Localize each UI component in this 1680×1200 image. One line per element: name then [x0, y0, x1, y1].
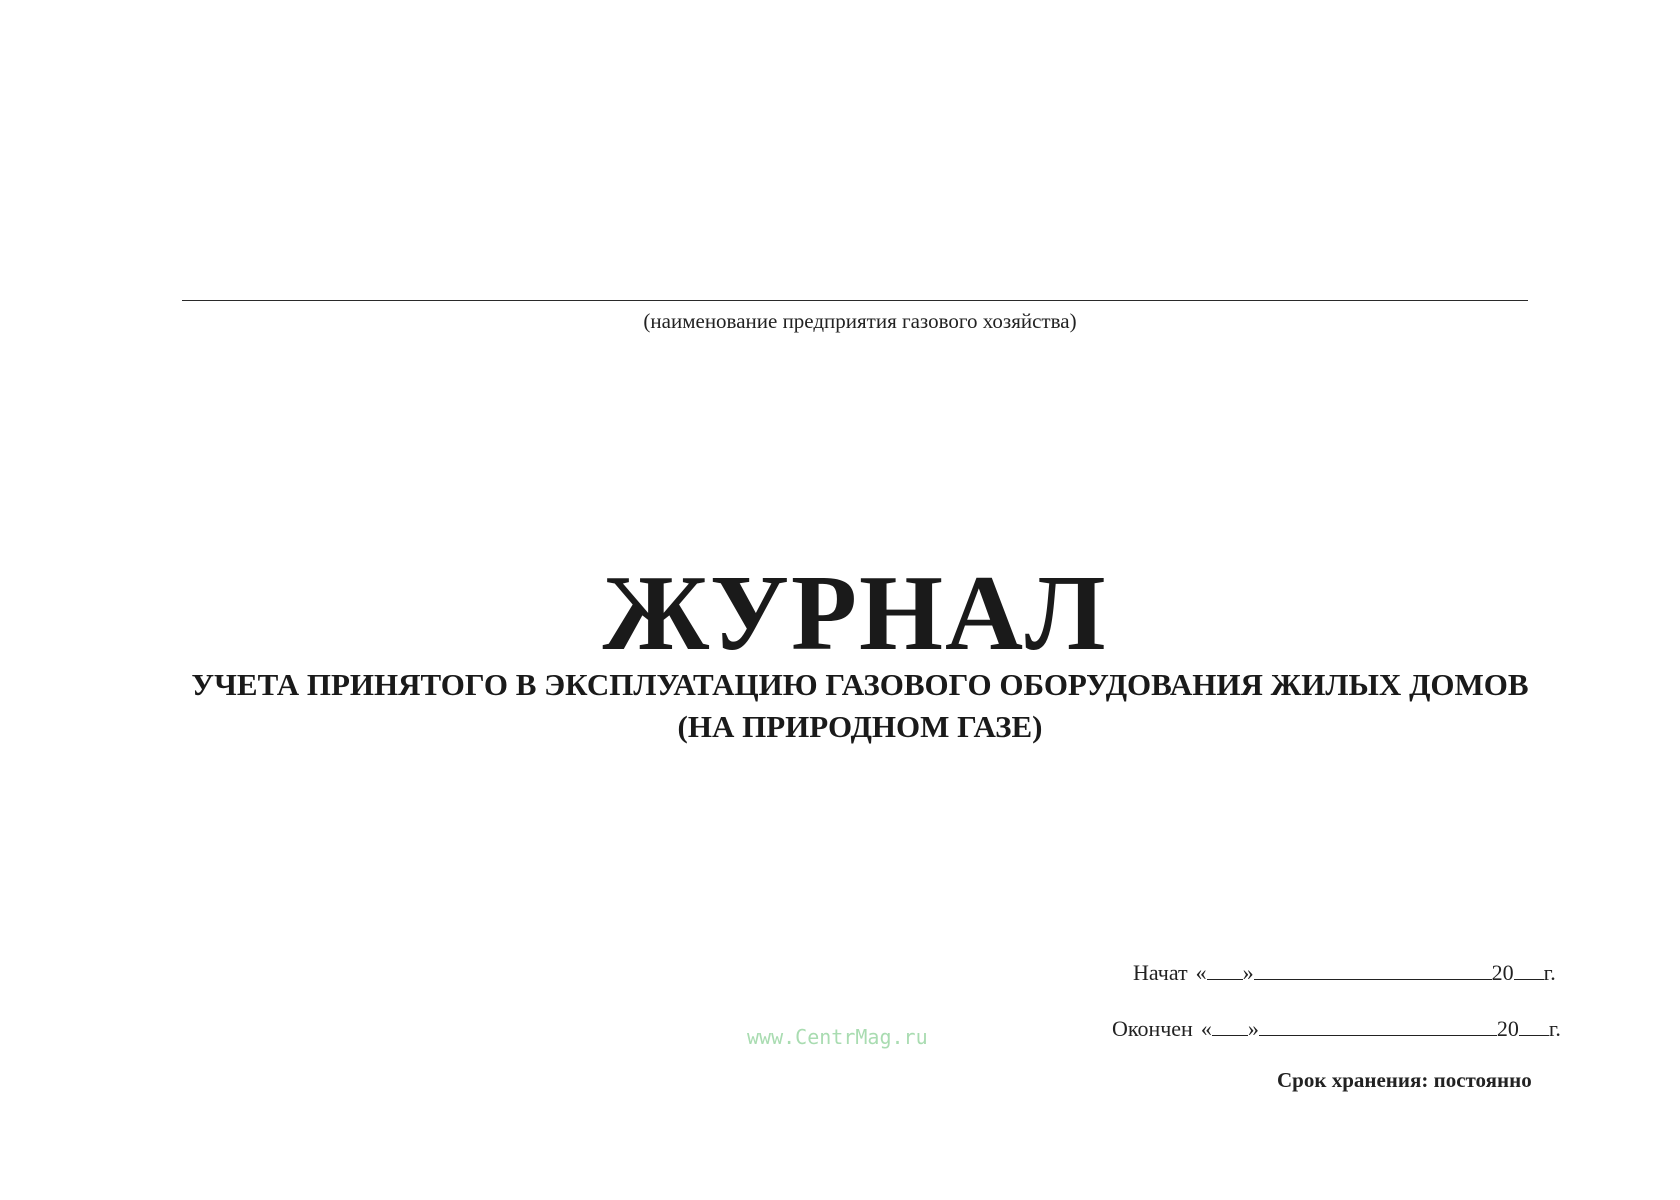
started-date-row [1133, 960, 1556, 986]
started-day-blank [1207, 961, 1243, 980]
finished-year-prefix: 20 [1496, 1016, 1519, 1041]
organization-name-line [182, 300, 1528, 301]
started-label: Начат [1133, 960, 1188, 985]
finished-day-blank [1212, 1017, 1248, 1036]
storage-period: Срок хранения: постоянно [1277, 1068, 1532, 1092]
journal-title: ЖУРНАЛ [602, 554, 1108, 673]
organization-caption: (наименование предприятия газового хозяйства) [643, 309, 1077, 333]
finished-open-quote: « [1200, 1016, 1212, 1041]
started-month-blank [1254, 961, 1492, 980]
finished-label: Окончен [1112, 1016, 1193, 1041]
finished-month-blank [1259, 1017, 1497, 1036]
finished-close-quote: » [1247, 1016, 1259, 1041]
finished-date-row [1112, 1016, 1561, 1042]
finished-year-blank [1519, 1017, 1549, 1036]
started-close-quote: » [1242, 960, 1254, 985]
started-open-quote: « [1195, 960, 1207, 985]
journal-subtitle-line1: УЧЕТА ПРИНЯТОГО В ЭКСПЛУАТАЦИЮ ГАЗОВОГО ОБОРУДОВАНИЯ ЖИЛЫХ ДОМОВ [191, 667, 1529, 702]
started-year-blank [1514, 961, 1544, 980]
started-year-suffix: г. [1543, 960, 1556, 985]
finished-year-suffix: г. [1548, 1016, 1561, 1041]
journal-subtitle-line2: (НА ПРИРОДНОМ ГАЗЕ) [677, 709, 1043, 744]
started-year-prefix: 20 [1491, 960, 1514, 985]
watermark-text: www.CentrMag.ru [747, 1025, 928, 1049]
